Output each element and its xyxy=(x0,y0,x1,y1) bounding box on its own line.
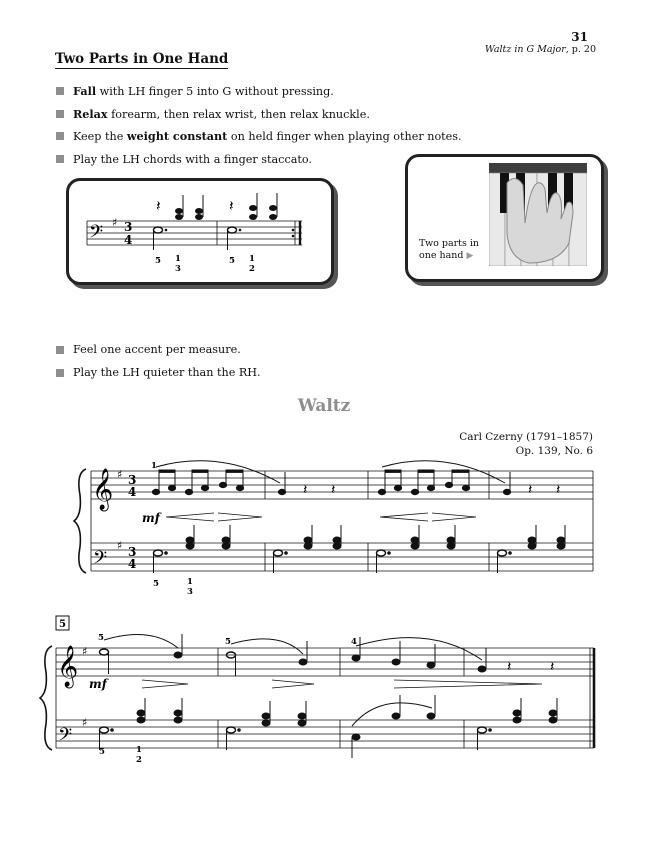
finger-number: 5 xyxy=(225,637,231,647)
instruction-emphasis: Fall xyxy=(73,84,97,98)
lh-notes xyxy=(154,525,566,573)
dynamic-marking: mf xyxy=(89,677,107,691)
score-system-2 xyxy=(0,612,648,772)
bullet-square-icon xyxy=(56,87,64,95)
finger-number: 4 xyxy=(351,637,357,647)
dotted-half-note xyxy=(228,227,237,233)
instruction-item xyxy=(56,107,462,130)
instruction-text: with LH finger 5 into G without pressing. xyxy=(96,85,334,98)
quarter-rest-icon: 𝄽 xyxy=(229,197,234,215)
sharp-icon: ♯ xyxy=(82,716,88,729)
composer-block xyxy=(459,430,593,458)
hand-on-piano-photo xyxy=(489,163,587,266)
measure-2-notes xyxy=(228,193,278,274)
dotted-half-note xyxy=(154,227,163,233)
quarter-rest-icon: 𝄽 xyxy=(528,482,533,498)
repeat-dot xyxy=(292,235,295,238)
bass-clef-icon: 𝄢 xyxy=(93,548,108,573)
time-sig-top: 3 xyxy=(128,473,137,487)
finger-number: 5 xyxy=(98,633,104,643)
caption-line: one hand xyxy=(419,250,464,261)
bass-clef-icon: 𝄢 xyxy=(89,222,104,247)
finger-number: 2 xyxy=(249,264,255,274)
finger-number: 1 xyxy=(249,254,255,264)
score-system-1 xyxy=(0,455,648,600)
bass-clef-icon: 𝄢 xyxy=(58,725,73,750)
brace-icon xyxy=(40,646,52,750)
finger-number: 5 xyxy=(153,579,159,589)
finger-number: 3 xyxy=(175,264,181,274)
slur-icon xyxy=(231,639,303,654)
instruction-item xyxy=(56,84,462,107)
slur-icon xyxy=(104,635,178,648)
instruction-text: forearm, then relax wrist, then relax knuckle. xyxy=(107,107,370,121)
crescendo-hairpin xyxy=(166,513,214,521)
sharp-icon: ♯ xyxy=(112,216,118,229)
finger-number: 5 xyxy=(99,747,105,757)
opus-number: Op. 139, No. 6 xyxy=(515,445,593,457)
piece-reference xyxy=(485,44,596,55)
instruction-item xyxy=(56,129,462,152)
decrescendo-hairpin xyxy=(142,680,188,688)
exercise-staff xyxy=(69,181,331,282)
slur-icon xyxy=(356,638,482,660)
time-sig-bottom: 4 xyxy=(124,233,133,247)
treble-clef-icon: 𝄞 xyxy=(92,469,114,510)
decrescendo-hairpin xyxy=(432,513,476,521)
piece-title: Waltz xyxy=(297,396,351,416)
dynamic-marking: mf xyxy=(142,511,160,525)
quarter-rest-icon: 𝄽 xyxy=(556,482,561,498)
measure-1-notes xyxy=(154,195,204,274)
tips-list xyxy=(56,343,261,388)
bullet-square-icon xyxy=(56,132,64,140)
sharp-icon: ♯ xyxy=(117,539,123,552)
photo-caption xyxy=(419,238,479,262)
time-sig-bottom: 4 xyxy=(128,485,137,499)
time-sig-top: 3 xyxy=(124,220,133,234)
sharp-icon: ♯ xyxy=(117,468,123,481)
reference-title: Waltz in G Major xyxy=(484,44,566,55)
tip-text: Feel one accent per measure. xyxy=(73,343,241,356)
quarter-rest-icon: 𝄽 xyxy=(156,197,161,215)
composer-name: Carl Czerny (1791–1857) xyxy=(459,431,593,443)
finger-number: 2 xyxy=(136,755,142,765)
instruction-item xyxy=(56,152,462,175)
quarter-rest-icon: 𝄽 xyxy=(303,482,308,498)
section-heading: Two Parts in One Hand xyxy=(55,51,229,67)
instruction-text: on held finger when playing other notes. xyxy=(227,130,462,143)
decrescendo-hairpin xyxy=(394,680,542,688)
tip-item xyxy=(56,366,261,389)
quarter-rest-icon: 𝄽 xyxy=(550,659,555,675)
finger-number: 3 xyxy=(187,587,193,597)
quarter-rest-icon: 𝄽 xyxy=(507,659,512,675)
bullet-square-icon xyxy=(56,155,64,163)
finger-number: 1 xyxy=(175,254,181,264)
brace-icon xyxy=(74,469,86,573)
finger-number: 1 xyxy=(187,577,193,587)
measure-number: 5 xyxy=(59,619,66,630)
reference-page: , p. 20 xyxy=(565,44,596,55)
quarter-rest-icon: 𝄽 xyxy=(331,482,336,498)
finger-number: 1 xyxy=(136,745,142,755)
time-sig-bottom: 4 xyxy=(128,557,137,571)
time-sig-top: 3 xyxy=(128,545,137,559)
crescendo-hairpin xyxy=(380,513,428,521)
caption-line: Two parts in xyxy=(419,238,480,249)
decrescendo-hairpin xyxy=(218,513,262,521)
instruction-emphasis: weight constant xyxy=(126,129,228,143)
arrow-right-icon: ▶ xyxy=(466,251,474,261)
instruction-text: Keep the xyxy=(73,130,127,143)
bullet-square-icon xyxy=(56,369,64,377)
decrescendo-hairpin xyxy=(272,680,314,688)
instruction-list xyxy=(56,84,462,174)
exercise-box xyxy=(66,178,334,285)
instruction-text: Play the LH chords with a finger staccato. xyxy=(73,152,312,166)
finger-number: 5 xyxy=(229,256,235,266)
tip-text: Play the LH quieter than the RH. xyxy=(73,365,261,379)
finger-number: 1 xyxy=(151,461,157,471)
page-number: 31 xyxy=(571,30,588,44)
bullet-square-icon xyxy=(56,110,64,118)
repeat-dot xyxy=(292,229,295,232)
finger-number: 5 xyxy=(155,256,161,266)
tip-item xyxy=(56,343,261,366)
instruction-emphasis: Relax xyxy=(73,106,108,121)
treble-clef-icon: 𝄞 xyxy=(57,646,79,687)
bullet-square-icon xyxy=(56,346,64,354)
sharp-icon: ♯ xyxy=(82,645,88,658)
